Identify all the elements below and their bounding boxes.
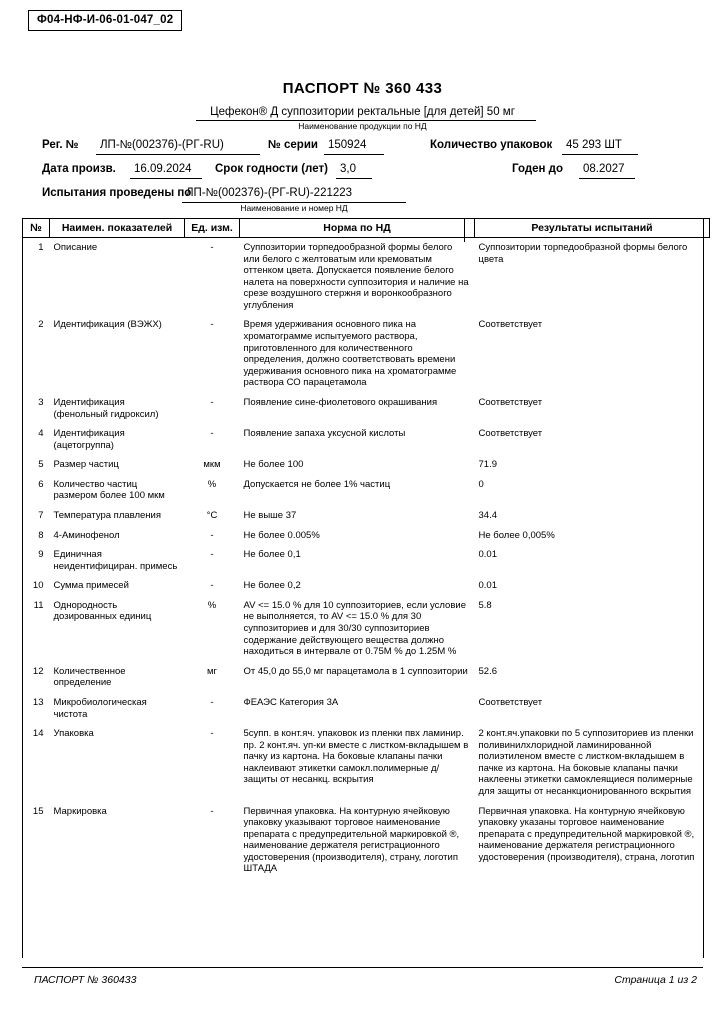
cell-unit: -: [210, 319, 214, 331]
col-norm: Норма по НД: [240, 219, 475, 238]
cell-unit: мкм: [203, 459, 221, 471]
table-row: [23, 393, 710, 424]
col-number: №: [23, 219, 50, 238]
cell-unit: %: [207, 478, 217, 490]
cell-unit: -: [210, 580, 214, 592]
cell-indicator: Идентификация (ВЭЖХ): [53, 319, 162, 331]
tests-caption: Наименование и номер НД: [240, 203, 348, 213]
cell-indicator: Упаковка: [53, 728, 94, 740]
date-value: 16.09.2024: [134, 163, 192, 175]
cell-norm: AV <= 15.0 % для 10 суппозиториев, если условие не выполняется, то AV <= 15.0 % для 30 суппозиториев и для 30/30 суппозиториев содержание действующего вещества должно находиться в интервале от 0.75M % до 1.25M %: [243, 599, 466, 658]
cell-unit: -: [210, 242, 214, 253]
series-value: 150924: [328, 139, 367, 151]
cell-norm: От 45,0 до 55,0 мг парацетамола в 1 суппозитории: [243, 665, 468, 677]
cell-norm: Не более 0,1: [243, 549, 301, 561]
table-row: [23, 693, 710, 724]
table-row: [23, 596, 710, 662]
cell-norm: Первичная упаковка. На контурную ячейковую упаковку указывают торговое наименование препарата с предупредительной маркировкой ®, наименование держателя регистрационного удостоверения (производителя), страну, логотип ШТАДА: [243, 805, 460, 875]
table-row: [23, 662, 710, 693]
packs-label: Количество упаковок: [430, 139, 553, 151]
packs-value: 45 293 ШТ: [566, 139, 622, 151]
table-row: [23, 724, 710, 801]
date-underline: [130, 178, 202, 179]
cell-norm: Появление сине-фиолетового окрашивания: [243, 396, 438, 408]
col-result: Результаты испытаний: [475, 219, 710, 238]
col-unit: Ед. изм.: [185, 219, 240, 238]
table-row: [23, 315, 710, 392]
cell-indicator: Маркировка: [53, 805, 107, 817]
cell-unit: -: [210, 549, 214, 561]
cell-unit: -: [210, 428, 214, 440]
tests-value: ЛП-№(002376)-(РГ-RU)-221223: [186, 187, 353, 199]
cell-indicator: Количественное определение: [53, 665, 126, 689]
product-name: Цефекон® Д суппозитории ректальные [для детей] 50 мг: [210, 106, 515, 118]
cell-indicator: Размер частиц: [53, 459, 119, 471]
table-border-right: [703, 218, 704, 958]
cell-number: 15: [32, 805, 44, 817]
footer-divider: [22, 967, 703, 968]
table-row: [23, 545, 710, 576]
cell-norm: Не более 0,2: [243, 580, 301, 592]
table-body: [23, 238, 710, 880]
cell-indicator: Идентификация (ацетогруппа): [53, 428, 125, 451]
cell-unit: %: [207, 599, 217, 611]
cell-norm: Не более 100: [243, 459, 304, 471]
cell-number: 13: [32, 696, 44, 708]
cell-norm: Время удерживания основного пика на хроматограмме испытуемого раствора, приготовленного для количественного определения, должно соответствовать времени удерживания основного пика на хроматограмме раствора СО парацетамола: [243, 319, 457, 389]
product-caption: Наименование продукции по НД: [298, 121, 427, 131]
cell-norm: Появление запаха уксусной кислоты: [243, 428, 406, 440]
shelf-underline: [336, 178, 372, 179]
table-row: [23, 238, 710, 316]
cell-result: 0: [478, 478, 484, 490]
cell-result: Первичная упаковка. На контурную ячейковую упаковку указаны торговое наименование препарата с предупредительной маркировкой ®, наименование держателя регистрационного удостоверения (производителя), страна, логотип: [478, 805, 695, 863]
cell-indicator: Количество частиц размером более 100 мкм: [53, 478, 165, 502]
table-row: [23, 802, 710, 879]
cell-result: Не более 0,005%: [478, 529, 555, 541]
cell-result: Соответствует: [478, 396, 543, 408]
page-title: ПАСПОРТ № 360 433: [282, 80, 443, 97]
cell-unit: -: [210, 396, 214, 408]
cell-result: 34.4: [478, 509, 497, 521]
cell-norm: Не более 0.005%: [243, 529, 320, 541]
cell-unit: -: [210, 529, 214, 541]
packs-underline: [562, 154, 638, 155]
cell-number: 11: [33, 599, 44, 611]
table-border-left: [22, 218, 23, 958]
cell-unit: -: [210, 805, 214, 817]
cell-number: 8: [38, 529, 44, 541]
cell-unit: -: [210, 728, 214, 740]
valid-value: 08.2027: [583, 163, 625, 175]
table-row: [23, 455, 710, 475]
col-indicator: Наимен. показателей: [50, 219, 185, 238]
table-row: [23, 475, 710, 506]
cell-result: Соответствует: [478, 696, 543, 708]
cell-indicator: Идентификация (фенольный гидроксил): [53, 396, 159, 420]
footer-page: Страница 1 из 2: [614, 974, 697, 986]
cell-unit: мг: [207, 665, 217, 677]
cell-indicator: Температура плавления: [53, 509, 162, 521]
table-header-row: [23, 219, 710, 238]
cell-indicator: Описание: [53, 242, 98, 253]
cell-result: 5.8: [478, 599, 492, 611]
footer-passport: ПАСПОРТ № 360433: [34, 974, 137, 986]
cell-number: 7: [38, 509, 44, 521]
table-divider-result: [464, 218, 465, 242]
cell-norm: Допускается не более 1% частиц: [243, 478, 391, 490]
reg-underline: [96, 154, 260, 155]
cell-indicator: 4-Аминофенол: [53, 529, 120, 541]
table-row: [23, 526, 710, 546]
cell-norm: Не выше 37: [243, 509, 297, 521]
cell-number: 3: [38, 396, 44, 408]
cell-number: 9: [38, 549, 44, 561]
cell-norm: Суппозитории торпедообразной формы белого или белого с желтоватым или кремоватым оттенком цвета. Допускается появление белого налета на поверхности суппозитория и наличие на срезе воздушного стержня и воронкообразного углубления: [243, 242, 469, 311]
tests-label: Испытания проведены по: [42, 187, 192, 199]
table-row: [23, 506, 710, 526]
cell-number: 12: [32, 665, 44, 677]
cell-unit: °C: [206, 509, 218, 521]
cell-number: 14: [32, 728, 44, 740]
valid-underline: [579, 178, 635, 179]
reg-value: ЛП-№(002376)-(РГ-RU): [100, 139, 224, 151]
cell-result: Соответствует: [478, 428, 543, 440]
shelf-label: Срок годности (лет): [215, 163, 328, 175]
cell-result: Суппозитории торпедообразной формы белого цвета: [478, 242, 688, 265]
reg-label: Рег. №: [42, 139, 79, 151]
table-row: [23, 424, 710, 455]
results-table: [22, 218, 710, 879]
cell-number: 4: [38, 428, 44, 440]
shelf-value: 3,0: [340, 163, 356, 175]
cell-number: 1: [38, 242, 44, 253]
cell-indicator: Микробиологическая чистота: [53, 696, 147, 720]
series-label: № серии: [268, 139, 318, 151]
cell-number: 6: [38, 478, 44, 490]
cell-result: 2 конт.яч.упаковки по 5 суппозиториев из пленки поливинилхлоридной ламинированной полиэтиленом вместе с листком-вкладышем в пачке из картона. На боковые клапаны пачки наклеены этикетки самоклеящиеся полимерные для защиты от несанкционированного вскрытия: [478, 728, 694, 797]
date-label: Дата произв.: [42, 163, 116, 175]
valid-label: Годен до: [512, 163, 563, 175]
cell-result: 0.01: [478, 580, 497, 592]
cell-norm: 5супп. в конт.яч. упаковок из пленки пвх ламинир. пр. 2 конт.яч. уп-ки вместе с листком-вкладышем в пачку из картона. На боковые клапаны пачки наклеивают этикетки самокл.полимерные д/защиты от несанкц. вскрытия: [243, 728, 469, 786]
cell-number: 5: [38, 459, 44, 471]
cell-indicator: Сумма примесей: [53, 580, 129, 592]
cell-result: 0.01: [478, 549, 497, 561]
cell-number: 2: [38, 319, 44, 331]
cell-result: 71.9: [478, 459, 497, 471]
cell-number: 10: [32, 580, 44, 592]
table-row: [23, 576, 710, 596]
form-number: Ф04-НФ-И-06-01-047_02: [28, 10, 182, 31]
cell-indicator: Однородность дозированных единиц: [53, 599, 152, 623]
series-underline: [324, 154, 384, 155]
cell-result: Соответствует: [478, 319, 543, 331]
cell-result: 52.6: [478, 665, 497, 677]
cell-indicator: Единичная неидентифициран. примесь: [53, 549, 178, 572]
cell-unit: -: [210, 696, 214, 708]
cell-norm: ФЕАЭС Категория 3А: [243, 696, 339, 708]
